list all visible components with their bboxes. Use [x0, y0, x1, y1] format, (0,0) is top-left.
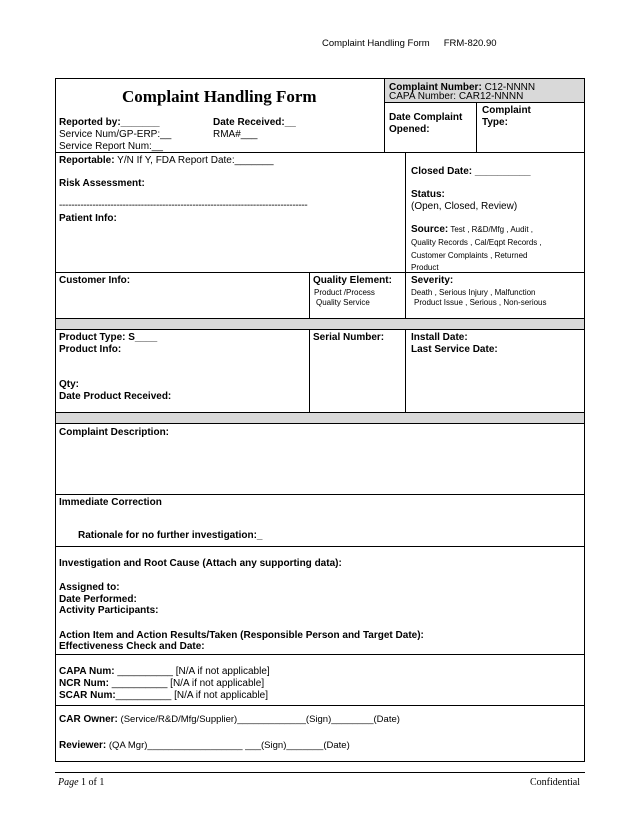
complaint-description: Complaint Description: — [59, 427, 170, 438]
car-owner-label: CAR Owner: — [59, 714, 118, 725]
rule — [55, 412, 585, 413]
page-prefix: Page — [58, 777, 79, 788]
complaint-type-label: Complaint — [482, 105, 531, 116]
rule — [384, 78, 385, 153]
header-form-title: Complaint Handling Form — [322, 38, 430, 49]
complaint-number-value: C12-NNNN — [484, 82, 536, 93]
header-form-number: FRM-820.90 — [443, 38, 497, 49]
date-received: Date Received:__ — [213, 117, 296, 128]
rule — [55, 705, 585, 706]
date-performed: Date Performed: — [59, 594, 137, 605]
ncr-num — [59, 678, 264, 690]
date-complaint-opened-label: Date Complaint — [389, 112, 463, 123]
service-num: Service Num/GP-ERP:__ — [59, 129, 172, 140]
scar-num — [59, 690, 268, 702]
rule — [309, 329, 310, 413]
rule — [405, 329, 406, 413]
severity-line-2: Product Issue , Serious , Non-serious — [414, 298, 547, 307]
car-owner-value: (Service/R&D/Mfg/Supplier)_____________(Sign)________(Date) — [117, 714, 400, 725]
rule — [55, 329, 585, 330]
reviewer-label: Reviewer: — [59, 740, 107, 751]
serial-number: Serial Number: — [313, 332, 385, 343]
rule — [55, 654, 585, 655]
capa-number: CAPA Number: CAR12-NNNN — [389, 91, 524, 102]
rma: RMA#___ — [213, 129, 258, 140]
quality-element-label: Quality Element: — [313, 275, 392, 286]
rule — [309, 272, 310, 319]
page-number: 1 of 1 — [78, 777, 105, 788]
date-product-received: Date Product Received: — [59, 391, 172, 402]
closed-date: Closed Date: __________ — [411, 166, 531, 177]
capa-num-label: CAPA Num: — [59, 666, 115, 677]
page-header — [322, 38, 497, 49]
dashed-divider: ---------------------------------------------------------------------------------- — [59, 200, 308, 211]
qty: Qty: — [59, 379, 79, 390]
source-label: Source: — [411, 224, 449, 235]
source — [411, 224, 533, 236]
confidential-label: Confidential — [530, 777, 580, 788]
rule — [476, 103, 477, 153]
reported-by: Reported by:_______ — [59, 117, 160, 128]
complaint-type-label-2: Type: — [482, 117, 508, 128]
effectiveness-check: Effectiveness Check and Date: — [59, 641, 205, 652]
capa-num-value: __________ [N/A if not applicable] — [114, 666, 270, 677]
immediate-correction: Immediate Correction — [59, 497, 162, 508]
source-line-1: Test , R&D/Mfg , Audit , — [448, 225, 534, 234]
capa-num — [59, 666, 270, 678]
severity-line-1: Death , Serious Injury , Malfunction — [411, 288, 536, 297]
product-info: Product Info: — [59, 344, 122, 355]
car-owner — [59, 714, 400, 726]
rationale: Rationale for no further investigation:_ — [78, 530, 263, 541]
last-service-date: Last Service Date: — [411, 344, 498, 355]
scar-num-value: __________ [N/A if not applicable] — [115, 690, 269, 701]
date-complaint-opened-label-2: Opened: — [389, 124, 430, 135]
action-item: Action Item and Action Results/Taken (Responsible Person and Target Date): — [59, 630, 424, 641]
patient-info: Patient Info: — [59, 213, 117, 224]
customer-info: Customer Info: — [59, 275, 131, 286]
reviewer-value: (QA Mgr)__________________ ___(Sign)_______(Date) — [106, 740, 350, 751]
ncr-num-value: __________ [N/A if not applicable] — [109, 678, 265, 689]
service-report-num: Service Report Num:__ — [59, 141, 163, 152]
rule — [55, 546, 585, 547]
rule — [55, 272, 585, 273]
reviewer — [59, 740, 350, 752]
investigation: Investigation and Root Cause (Attach any supporting data): — [59, 558, 342, 569]
ncr-num-label: NCR Num: — [59, 678, 109, 689]
reportable-label: Reportable: — [59, 155, 115, 166]
activity-participants: Activity Participants: — [59, 605, 159, 616]
install-date: Install Date: — [411, 332, 468, 343]
form-title: Complaint Handling Form — [122, 87, 317, 106]
rule — [55, 494, 585, 495]
status-label: Status: — [411, 189, 445, 200]
page-indicator — [58, 777, 104, 789]
severity-label: Severity: — [411, 275, 454, 286]
quality-element-line-1: Product /Process — [314, 288, 375, 297]
assigned-to: Assigned to: — [59, 582, 120, 593]
source-line-3: Customer Complaints , Returned — [411, 251, 528, 260]
product-type: Product Type: S____ — [59, 332, 158, 343]
complaint-number-label: Complaint Number: — [389, 82, 482, 93]
rule — [55, 318, 585, 319]
source-line-2: Quality Records , Cal/Eqpt Records , — [411, 238, 542, 247]
scar-num-label: SCAR Num: — [59, 690, 116, 701]
footer-rule — [55, 772, 585, 773]
status-value: (Open, Closed, Review) — [411, 201, 518, 212]
reportable — [59, 155, 274, 167]
quality-element-line-2: Quality Service — [316, 298, 370, 307]
separator-band-1 — [56, 319, 584, 329]
reportable-value: Y/N If Y, FDA Report Date:_______ — [114, 155, 274, 166]
separator-band-2 — [56, 413, 584, 423]
rule — [55, 423, 585, 424]
risk-assessment: Risk Assessment: — [59, 178, 145, 189]
source-line-4: Product — [411, 263, 439, 272]
rule — [405, 152, 406, 319]
